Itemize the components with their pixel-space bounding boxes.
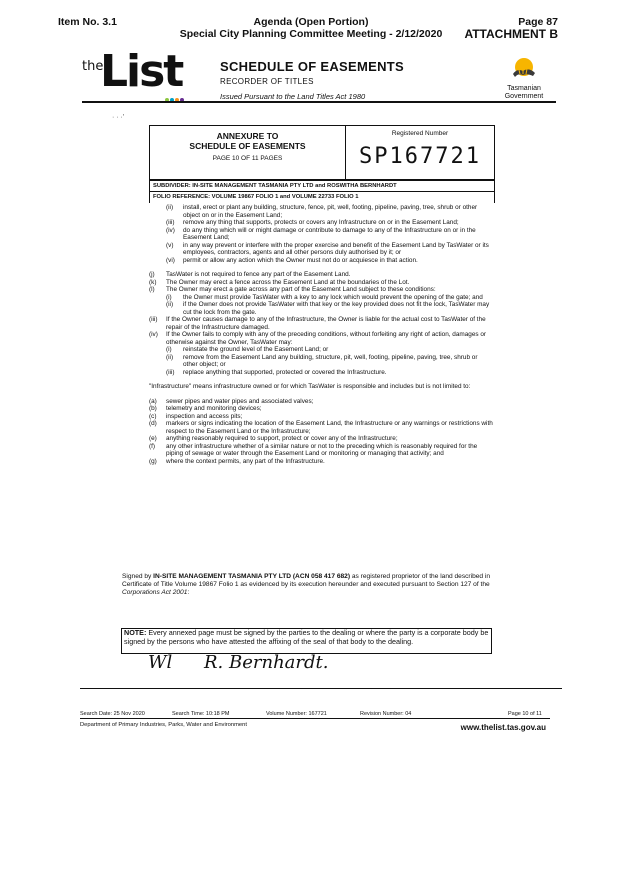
signed-pre: Signed by xyxy=(122,573,154,580)
signature-divider xyxy=(80,688,562,689)
clause-text: The Owner may erect a fence across the Easement Land at the boundaries of the Lot. xyxy=(166,278,410,286)
item-number: Item No. 3.1 xyxy=(58,16,117,28)
clause-number: (j) xyxy=(149,271,155,278)
issued-pursuant: Issued Pursuant to the Land Titles Act 1980 xyxy=(220,92,366,101)
clause-text: in any way prevent or interfere with the proper exercise and benefit of the Easement Land by TasWater or its employees, contractors, agents and all other persons duly authorised by it; or xyxy=(183,241,489,256)
agenda-line1: Agenda (Open Portion) xyxy=(253,16,369,28)
clause-number: (iv) xyxy=(166,226,175,234)
item-letter: (a) xyxy=(149,397,157,405)
registered-number: SP167721 xyxy=(359,144,481,169)
clause-number: (ii) xyxy=(166,204,174,211)
signed-post: as registered proprietor of the land described in Certificate of Title Volume 19867 Folio 1 as evidenced by its execution hereunder and executed pursuant to Section 127 of the xyxy=(122,573,491,588)
annexure-title-line1: ANNEXURE TO xyxy=(216,131,279,141)
item-letter: (c) xyxy=(149,412,157,420)
annexure-body xyxy=(149,204,493,465)
clause-iii xyxy=(149,316,493,331)
infrastructure-item xyxy=(149,398,493,406)
infrastructure-definition: "Infrastructure" means infrastructure owned or for which TasWater is responsible and includes but is not limited to: xyxy=(149,383,471,390)
subdivider-line: SUBDIVIDER: IN-SITE MANAGEMENT TASMANIA PTY LTD and ROSWITHA BERNHARDT xyxy=(150,181,494,192)
item-text: telemetry and monitoring devices; xyxy=(166,405,262,412)
clause-l-sub xyxy=(149,301,493,316)
clause-iv-sub xyxy=(149,346,493,354)
clause-text: remove any thing that supports, protects or covers any Infrastructure on or in the Easement Land; xyxy=(183,219,459,226)
infrastructure-item xyxy=(149,413,493,421)
page-heading xyxy=(464,16,558,40)
clause-number: (i) xyxy=(166,293,172,301)
item-text: inspection and access pits; xyxy=(166,412,243,420)
annexure-page-of: PAGE 10 OF 11 PAGES xyxy=(212,155,283,162)
schedule-title: SCHEDULE OF EASEMENTS xyxy=(220,59,404,74)
infrastructure-item xyxy=(149,443,493,458)
signing-clause xyxy=(122,573,494,596)
clause-text: The Owner may erect a gate across any part of the Easement Land subject to these conditions: xyxy=(166,286,436,293)
footer-volume: Volume Number: 167721 xyxy=(266,711,327,717)
clause-number: (iii) xyxy=(166,219,175,226)
clause-text: replace anything that supported, protected or covered the Infrastructure. xyxy=(183,368,387,376)
clause-number: (l) xyxy=(149,286,155,293)
annexure-title-line2: SCHEDULE OF EASEMENTS xyxy=(189,141,306,151)
clause-text: remove from the Easement Land any building, structure, pit, well, footing, pipeline, paving, tree, shrub or other object; or xyxy=(183,353,478,368)
thelist-logo xyxy=(82,46,192,100)
clause-item xyxy=(149,242,493,257)
clause-k xyxy=(149,279,493,287)
logo-dots xyxy=(165,89,185,107)
clause-iv-sub xyxy=(149,369,493,377)
item-text: markers or signs indicating the location of the Easement Land, the Infrastructure or any warnings or restrictions with respect to the Easement Land or the Infrastructure; xyxy=(166,420,493,435)
footer-search-time: Search Time: 10:18 PM xyxy=(172,711,230,717)
clause-text: install, erect or plant any building, structure, fence, pit, well, footing, pipeline, paving, tree, shrub or other object on or in the Easement Land; xyxy=(183,204,478,219)
item-text: anything reasonably required to support, protect or cover any of the Infrastructure; xyxy=(166,435,398,442)
signature-1: Wl xyxy=(148,652,173,673)
infrastructure-item xyxy=(149,458,493,466)
signed-act: Corporations Act 2001 xyxy=(122,588,188,596)
clause-l xyxy=(149,286,493,294)
clause-text: if the Owner does not provide TasWater with that key or the key provided does not fit the lock, TasWater may cut the lock from the gate. xyxy=(183,301,490,316)
clause-number: (v) xyxy=(166,241,174,249)
logo-the: the xyxy=(82,59,104,74)
tasmanian-government-logo xyxy=(496,56,552,101)
attachment-label: ATTACHMENT B xyxy=(464,27,558,41)
infrastructure-item xyxy=(149,405,493,413)
clause-number: (iii) xyxy=(149,316,158,323)
annexure-title xyxy=(150,126,345,151)
clause-number: (ii) xyxy=(166,301,174,308)
item-text: sewer pipes and water pipes and associated valves; xyxy=(166,397,314,405)
footer-revision: Revision Number: 04 xyxy=(360,711,412,717)
clause-item xyxy=(149,257,493,265)
tasmanian-tiger-icon xyxy=(509,56,539,82)
recorder-of-titles: RECORDER OF TITLES xyxy=(220,77,314,86)
signature-2: R. Bernhardt. xyxy=(204,652,329,673)
header-divider xyxy=(82,101,556,103)
item-letter: (g) xyxy=(149,457,157,465)
clause-text: If the Owner causes damage to any of the Infrastructure, the Owner is liable for the actual cost to TasWater of the repair of the Infrastructure damaged. xyxy=(166,316,486,331)
agenda-heading xyxy=(150,16,472,40)
item-letter: (b) xyxy=(149,405,157,412)
annexure-box xyxy=(149,125,495,180)
clause-text: permit or allow any action which the Owner must not do or acquiesce in that action. xyxy=(183,256,418,264)
clause-text: do any thing which will or might damage or contribute to damage to any of the Infrastructure on or in the Easement Land; xyxy=(183,226,476,241)
clause-text: If the Owner fails to comply with any of the preceding conditions, without forfeiting any right of action, damages or otherwise against the Owner, TasWater may: xyxy=(166,331,487,346)
note-box xyxy=(121,628,492,654)
registered-number-cell xyxy=(346,126,494,179)
clause-iv-sub xyxy=(149,354,493,369)
item-letter: (e) xyxy=(149,435,157,442)
clause-l-sub xyxy=(149,294,493,302)
scan-marks: · · ·' xyxy=(112,114,125,121)
clause-j xyxy=(149,271,493,279)
note-text: Every annexed page must be signed by the parties to the dealing or where the party is a corporate body be signed by the persons who have attested the affixing of the seal of that body to the dealing. xyxy=(124,628,489,646)
clause-number: (k) xyxy=(149,278,157,286)
clause-iv xyxy=(149,331,493,346)
agenda-line2: Special City Planning Committee Meeting - 2/12/2020 xyxy=(179,28,443,40)
clause-number: (i) xyxy=(166,346,172,353)
logo-list: List xyxy=(100,46,183,97)
registered-number-label: Registered Number xyxy=(391,130,449,137)
clause-number: (iv) xyxy=(149,331,158,338)
annexure-title-cell xyxy=(150,126,346,179)
item-letter: (d) xyxy=(149,420,157,427)
infrastructure-item xyxy=(149,435,493,443)
footer-divider xyxy=(80,718,550,719)
tas-gov-line1: Tasmanian xyxy=(507,85,541,92)
signed-end: : xyxy=(187,588,190,596)
item-letter: (f) xyxy=(149,442,156,450)
footer-page: Page 10 of 11 xyxy=(508,711,542,717)
signatures xyxy=(148,652,328,673)
clauses-top xyxy=(149,204,493,264)
footer-department: Department of Primary Industries, Parks, Water and Environment xyxy=(80,722,247,728)
clause-number: (ii) xyxy=(166,353,174,361)
footer-url: www.thelist.tas.gov.au xyxy=(460,723,546,732)
clause-text: TasWater is not required to fence any part of the Easement Land. xyxy=(166,271,351,278)
clause-number: (iii) xyxy=(166,368,175,376)
note-label: NOTE: xyxy=(124,628,147,637)
tas-gov-line2: Government xyxy=(504,93,544,100)
clause-text: the Owner must provide TasWater with a key to any lock which would prevent the opening of the gate; and xyxy=(183,293,483,301)
clause-item xyxy=(149,204,493,219)
infrastructure-item xyxy=(149,420,493,435)
item-text: any other infrastructure whether of a similar nature or not to the preceding which is reasonably required for the piping of sewage or water through the Easement Land or monitoring or managing that activity; and xyxy=(166,442,478,457)
signed-company: IN-SITE MANAGEMENT TASMANIA PTY LTD (ACN 058 417 682) xyxy=(153,573,351,580)
clause-text: reinstate the ground level of the Easement Land; or xyxy=(183,346,329,353)
item-text: where the context permits, any part of the Infrastructure. xyxy=(166,457,325,465)
clause-item xyxy=(149,227,493,242)
clause-item xyxy=(149,219,493,227)
folio-reference-line: FOLIO REFERENCE: VOLUME 19867 FOLIO 1 and VOLUME 22733 FOLIO 1 xyxy=(153,194,359,200)
clause-number: (vi) xyxy=(166,256,175,264)
footer-search-date: Search Date: 25 Nov 2020 xyxy=(80,711,145,717)
page-number: Page 87 xyxy=(518,16,558,28)
subdivider-box xyxy=(149,180,495,203)
